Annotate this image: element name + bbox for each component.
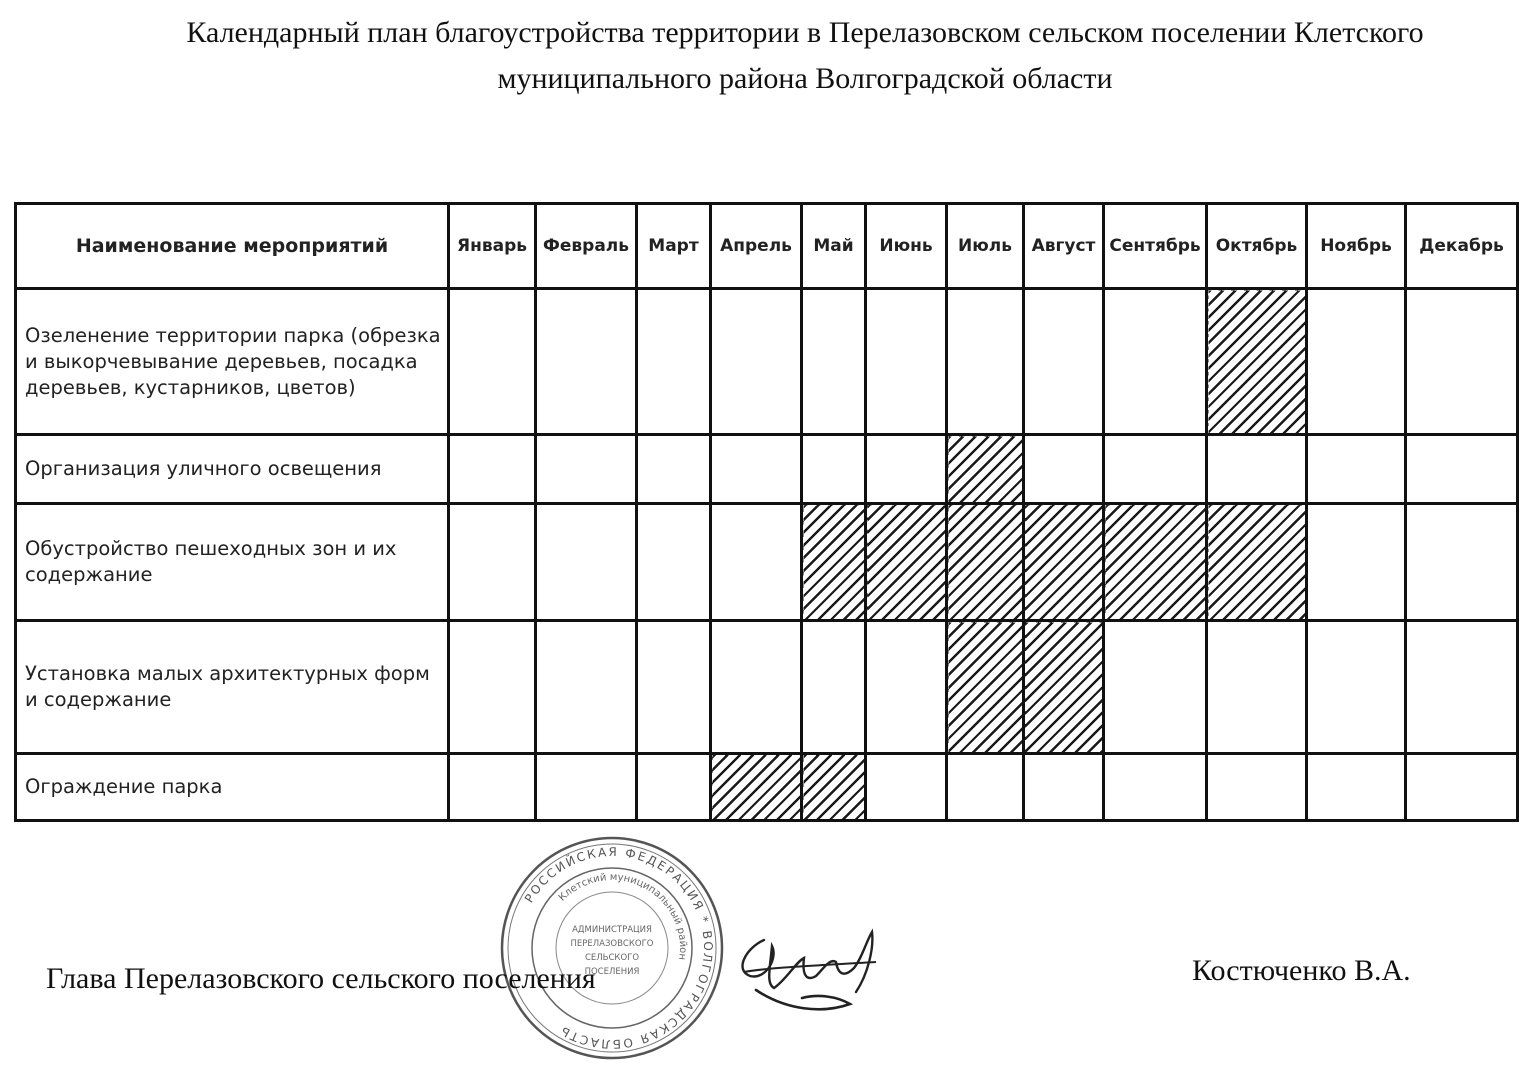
scheduled-month-cell — [1024, 504, 1104, 621]
month-header: Октябрь — [1207, 204, 1307, 289]
scheduled-month-cell — [802, 504, 866, 621]
month-cell — [536, 621, 637, 754]
activity-row — [16, 504, 1518, 621]
month-header: Апрель — [711, 204, 802, 289]
svg-text:ПЕРЕЛАЗОВСКОГО: ПЕРЕЛАЗОВСКОГО — [570, 939, 654, 949]
month-cell — [449, 435, 536, 504]
document-title — [40, 10, 1520, 102]
month-cell — [1406, 621, 1518, 754]
month-cell — [1024, 754, 1104, 821]
signatory-position: Глава Перелазовского сельского поселения — [46, 962, 596, 995]
calendar-plan-table — [14, 202, 1519, 822]
month-cell — [1406, 504, 1518, 621]
month-header: Декабрь — [1406, 204, 1518, 289]
month-cell — [536, 754, 637, 821]
month-cell — [637, 504, 711, 621]
month-cell — [1104, 621, 1207, 754]
month-cell — [802, 289, 866, 435]
activity-row — [16, 435, 1518, 504]
month-cell — [1024, 435, 1104, 504]
month-cell — [711, 621, 802, 754]
scheduled-month-cell — [947, 435, 1024, 504]
month-header: Январь — [449, 204, 536, 289]
month-cell — [802, 435, 866, 504]
scheduled-month-cell — [947, 621, 1024, 754]
month-cell — [536, 289, 637, 435]
month-cell — [947, 754, 1024, 821]
month-cell — [637, 289, 711, 435]
scheduled-month-cell — [802, 754, 866, 821]
scheduled-month-cell — [866, 504, 947, 621]
scheduled-month-cell — [1207, 504, 1307, 621]
activity-label: Установка малых архитектурных форм и содержание — [16, 621, 449, 754]
month-cell — [1104, 435, 1207, 504]
month-header: Май — [802, 204, 866, 289]
month-cell — [711, 435, 802, 504]
activity-label: Озеленение территории парка (обрезка и выкорчевывание деревьев, посадка деревьев, кустарников, цветов) — [16, 289, 449, 435]
month-cell — [536, 435, 637, 504]
month-cell — [637, 621, 711, 754]
month-cell — [1406, 754, 1518, 821]
month-header: Ноябрь — [1307, 204, 1406, 289]
month-cell — [1104, 289, 1207, 435]
table-body — [16, 289, 1518, 821]
month-cell — [711, 289, 802, 435]
month-cell — [866, 435, 947, 504]
month-header: Июнь — [866, 204, 947, 289]
scheduled-month-cell — [947, 504, 1024, 621]
month-cell — [1406, 289, 1518, 435]
handwritten-signature — [726, 918, 886, 1020]
month-cell — [637, 754, 711, 821]
activity-row — [16, 289, 1518, 435]
svg-text:ПОСЕЛЕНИЯ: ПОСЕЛЕНИЯ — [584, 967, 640, 977]
month-cell — [536, 504, 637, 621]
month-cell — [1307, 504, 1406, 621]
month-header: Март — [637, 204, 711, 289]
month-cell — [866, 621, 947, 754]
scheduled-month-cell — [1207, 289, 1307, 435]
month-header: Сентябрь — [1104, 204, 1207, 289]
title-line-2: муниципального района Волгоградской области — [497, 62, 1113, 95]
month-cell — [1104, 754, 1207, 821]
scheduled-month-cell — [1024, 621, 1104, 754]
month-cell — [449, 289, 536, 435]
month-cell — [802, 621, 866, 754]
month-cell — [1307, 621, 1406, 754]
month-cell — [1207, 621, 1307, 754]
month-cell — [1307, 435, 1406, 504]
month-cell — [1024, 289, 1104, 435]
month-cell — [449, 754, 536, 821]
scheduled-month-cell — [711, 754, 802, 821]
month-cell — [1207, 435, 1307, 504]
month-cell — [947, 289, 1024, 435]
activity-column-header: Наименование мероприятий — [16, 204, 449, 289]
svg-text:АДМИНИСТРАЦИЯ: АДМИНИСТРАЦИЯ — [572, 925, 652, 935]
month-header: Июль — [947, 204, 1024, 289]
month-cell — [449, 621, 536, 754]
month-cell — [866, 754, 947, 821]
month-cell — [1307, 289, 1406, 435]
activity-row — [16, 754, 1518, 821]
svg-text:Клетский муниципальный район: Клетский муниципальный район — [556, 871, 689, 961]
svg-text:РОССИЙСКАЯ ФЕДЕРАЦИЯ * ВОЛГОГР: РОССИЙСКАЯ ФЕДЕРАЦИЯ * ВОЛГОГРАДСКАЯ ОБЛАСТЬ — [521, 844, 716, 1052]
scheduled-month-cell — [1104, 504, 1207, 621]
activity-label: Ограждение парка — [16, 754, 449, 821]
table-header-row — [16, 204, 1518, 289]
month-header: Август — [1024, 204, 1104, 289]
month-cell — [1207, 754, 1307, 821]
official-seal — [498, 834, 726, 1062]
activity-row — [16, 621, 1518, 754]
month-cell — [1307, 754, 1406, 821]
signatory-name: Костюченко В.А. — [1192, 954, 1411, 987]
svg-text:СЕЛЬСКОГО: СЕЛЬСКОГО — [584, 953, 640, 963]
activity-label: Организация уличного освещения — [16, 435, 449, 504]
month-cell — [449, 504, 536, 621]
month-cell — [711, 504, 802, 621]
month-cell — [1406, 435, 1518, 504]
activity-label: Обустройство пешеходных зон и их содержание — [16, 504, 449, 621]
month-header: Февраль — [536, 204, 637, 289]
month-cell — [637, 435, 711, 504]
title-line-1: Календарный план благоустройства территории в Перелазовском сельском поселении Клетского — [186, 16, 1424, 49]
month-cell — [866, 289, 947, 435]
